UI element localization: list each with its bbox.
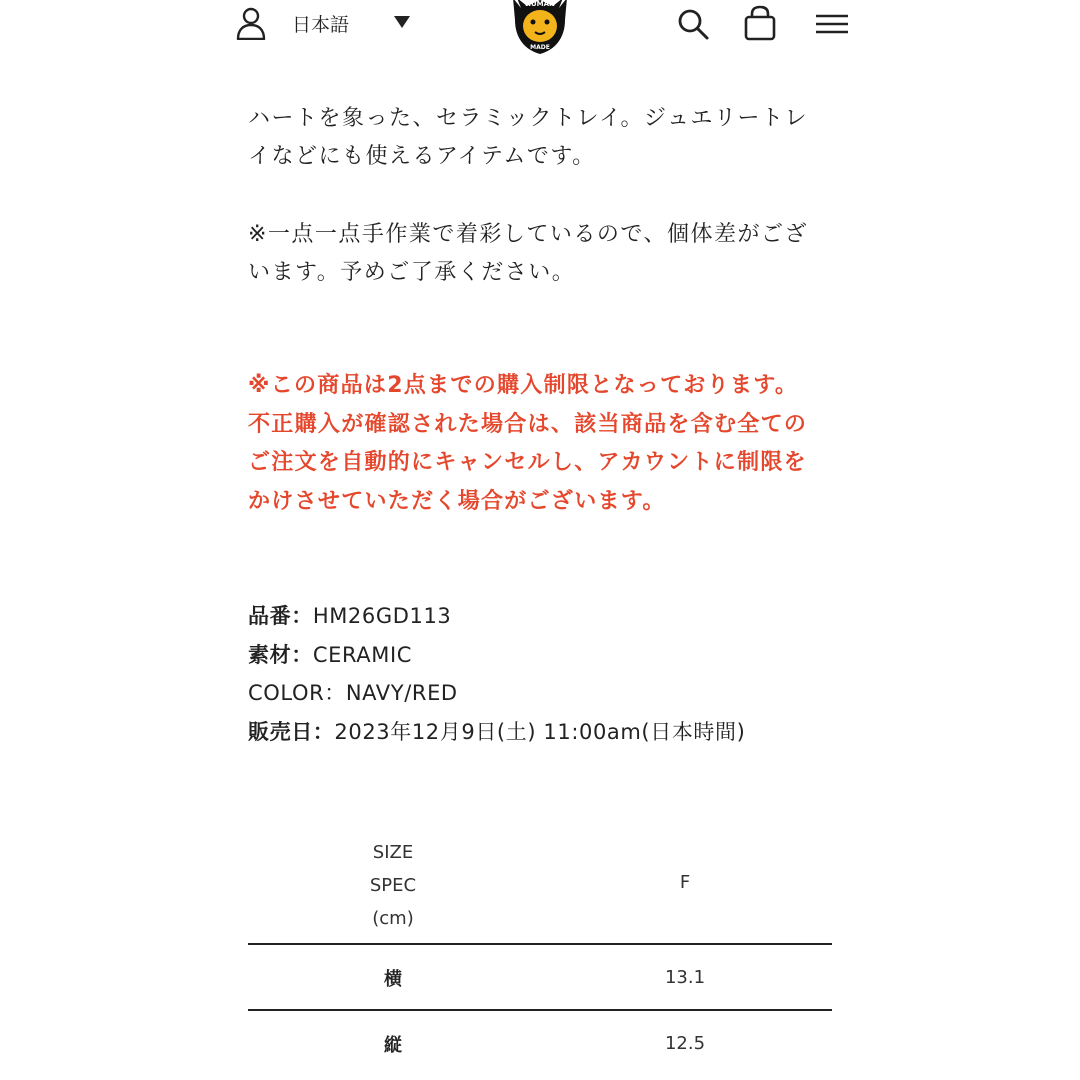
search-icon[interactable] [676,7,710,41]
brand-logo[interactable] [505,0,575,56]
warning-line: ※この商品は2点までの購入制限となっております。 [248,373,799,398]
table-header-row [248,836,832,943]
note-line: ※一点一点手作業で着彩しているので、個体差がござ [248,222,808,247]
logo-text-top: HUMAN [525,0,555,8]
spec-label: COLOR： [248,681,346,705]
warning-line: ご注文を自動的にキャンセルし、アカウントに制限を [248,450,807,475]
header-text: (cm) [372,908,414,929]
size-spec-header [353,836,433,935]
spec-release-date [248,713,848,752]
size-column-header: F [679,872,691,893]
account-icon[interactable] [234,6,268,40]
spec-value: CERAMIC [312,642,413,667]
language-selector[interactable]: 日本語 [292,14,350,36]
logo-text-bottom: MADE [530,44,550,51]
row-value: 13.1 [664,967,706,988]
warning-line: 不正購入が確認された場合は、該当商品を含む全ての [248,411,808,437]
note-line: います。予めご了承ください。 [248,260,576,285]
chevron-down-icon[interactable] [392,14,412,30]
purchase-limit-warning [248,367,848,521]
row-label: 縦 [384,1035,402,1056]
spec-color [248,674,848,713]
spec-item-number [248,597,848,636]
header-text: SIZE [372,842,414,863]
row-value: 12.5 [664,1033,706,1054]
product-note [248,216,838,292]
spec-label: 素材： [248,642,313,667]
product-specs [248,597,848,751]
spec-material [248,636,848,675]
spec-label: 品番： [248,604,313,628]
menu-icon[interactable] [814,12,850,36]
warning-line: かけさせていただく場合がございます。 [248,488,666,514]
row-label: 横 [384,969,402,990]
description-line: ハートを象った、セラミックトレイ。ジュエリートレ [248,106,809,131]
spec-label: 販売日： [248,719,335,744]
header-text: SPEC [369,875,417,896]
spec-value: HM26GD113 [312,604,452,628]
spec-value: 2023年12月9日(土) 11:00am(日本時間) [334,719,746,744]
spec-value: NAVY/RED [345,681,458,705]
shopping-bag-icon[interactable] [742,5,778,41]
site-header [0,0,1080,60]
description-line: イなどにも使えるアイテムです。 [248,144,596,169]
size-spec-table [248,836,832,1075]
product-description [248,100,838,176]
table-row [248,1011,832,1075]
table-row [248,945,832,1009]
